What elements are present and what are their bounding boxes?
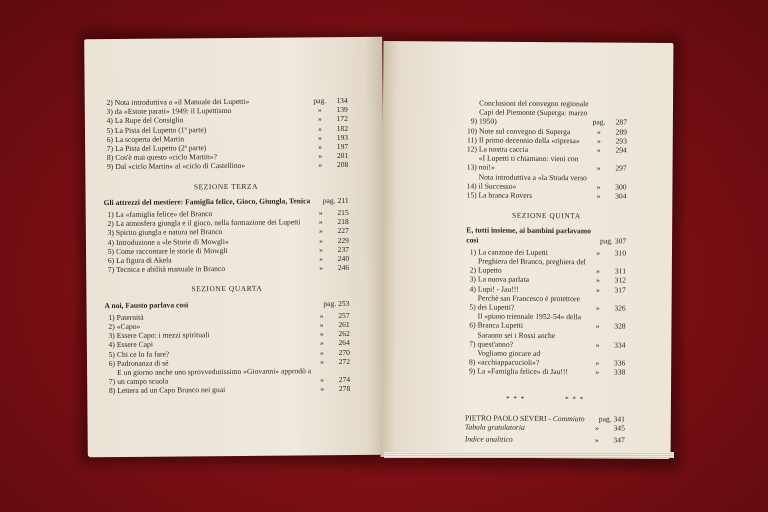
ditto-mark: » <box>318 151 323 161</box>
entry-number: 6) <box>106 134 114 144</box>
heading-text: Gli attrezzi del mestiere: Famiglia felice, Gioco, Giungla, Tenica <box>103 196 311 207</box>
entry-title: La canzone dei Lupetti <box>478 247 548 257</box>
ditto-mark: » <box>320 384 325 394</box>
section-heading-quarta <box>104 299 349 310</box>
entry-title: Come raccontare le storie di Mowgli <box>116 245 228 256</box>
page-number: 215 <box>337 207 349 218</box>
page-number: 293 <box>615 136 627 146</box>
ditto-mark: » <box>595 303 600 313</box>
section-heading-quinta <box>466 226 626 246</box>
entry-title: Essere Capo: i mezzi spirituali <box>116 330 210 341</box>
toc-entry <box>465 367 625 377</box>
page-number: 201 <box>336 151 349 161</box>
toc-entry <box>465 330 625 350</box>
author-name: PIETRO PAOLO SEVERI <box>464 413 547 423</box>
ditto-mark: » <box>319 235 323 245</box>
entry-number: 8) <box>108 386 116 396</box>
heading-page: pag. 253 <box>323 298 350 308</box>
toc-entry <box>466 312 626 332</box>
entry-title: Conclusioni del convegno regionale Capi del Piemonte (Superga: marzo 1950) <box>479 98 589 127</box>
stars-right: * * * <box>565 394 585 403</box>
entry-title: Essere Capi <box>116 340 153 350</box>
ditto-mark: » <box>320 357 324 367</box>
entry-number: 13) <box>466 162 477 172</box>
entry-title: La nostra caccia <box>478 144 529 154</box>
entry-title: La nuova parlata <box>477 274 530 285</box>
entry-number: 1) <box>107 210 114 220</box>
entry-number: 3) <box>107 228 114 238</box>
entry-title: da «Estote parati» 1949: il Lupettismo <box>114 106 232 117</box>
ditto-mark: » <box>318 132 322 143</box>
page-number: 264 <box>338 338 350 348</box>
page-number: 317 <box>614 285 626 295</box>
entry-number: 6) <box>108 358 116 368</box>
entry-number: 3) <box>469 274 476 284</box>
entry-title: Padronanza di sé <box>116 358 169 368</box>
section-title-quinta: SEZIONE QUINTA <box>511 210 581 221</box>
heading-page: pag. 307 <box>600 236 627 246</box>
indice-text: Indice analitico <box>464 434 513 445</box>
page-number: 193 <box>336 132 349 142</box>
page-number: 272 <box>338 356 351 366</box>
ditto-mark: » <box>595 367 600 377</box>
tabula-entry <box>465 423 625 433</box>
entry-title: Il «piano triennale 1952-54» della Branca Lupetti <box>477 311 582 331</box>
ditto-mark: » <box>595 285 600 295</box>
toc-entry <box>105 366 350 387</box>
entry-title: Spirito giungla e natura nel Branco <box>115 227 223 238</box>
entry-title: «I Lupetti ti chiamano: vieni con noi!» <box>478 153 579 173</box>
entry-number: 2) <box>107 219 114 229</box>
ditto-mark: » <box>596 163 601 173</box>
page-number: 297 <box>615 163 627 173</box>
ditto-mark: » <box>319 254 324 264</box>
entry-number: 9) <box>106 162 114 172</box>
entry-title: «Capo» <box>116 321 141 332</box>
page-number: 300 <box>615 182 627 192</box>
commiato-page: pag. 341 <box>598 414 626 424</box>
entry-title: La «famiglia felice» del Branco <box>115 209 213 219</box>
entry-title: Dal «ciclo Martin» al «ciclo di Castellino» <box>115 161 246 172</box>
right-entries-top <box>467 98 628 200</box>
page-number: 274 <box>338 375 351 385</box>
entry-number: 11) <box>467 135 477 145</box>
page-number: 289 <box>615 127 628 137</box>
ditto-mark: » <box>319 338 324 348</box>
page-number: 172 <box>336 114 348 124</box>
entry-title: Perchè san Francesco è protettore dei Lupetti? <box>477 293 580 312</box>
ditto-mark: » <box>318 142 323 152</box>
section-title-quarta: SEZIONE QUARTA <box>191 284 263 294</box>
ditto-mark: pag. <box>313 96 327 106</box>
page-number: 328 <box>614 321 626 332</box>
entry-title: Cos'è mai questo «ciclo Martin»? <box>115 152 218 163</box>
ditto-mark: » <box>319 329 324 339</box>
ditto-mark: » <box>595 358 600 368</box>
page-number: 257 <box>338 310 350 320</box>
page-number: 229 <box>337 235 349 245</box>
ditto-mark: » <box>319 347 324 357</box>
toc-entry <box>103 160 348 171</box>
entry-title: La Rupe del Consiglio <box>114 115 184 126</box>
entry-title: La figura di Akela <box>116 255 172 266</box>
entry-number: 6) <box>107 256 115 266</box>
ditto-mark: » <box>319 245 323 255</box>
ditto-mark: » <box>596 145 601 155</box>
entry-number: 10) <box>466 126 478 136</box>
entry-number: 15) <box>466 190 477 200</box>
entry-title: La scoperta del Martin <box>115 134 185 144</box>
entry-title: Note sul convegno di Superga <box>478 126 571 136</box>
entry-title: Preghiera del Branco, preghiera del Lupetto <box>477 256 586 275</box>
page-number: 294 <box>615 145 627 155</box>
entry-number: 6) <box>469 320 476 330</box>
entry-number: 5) <box>107 246 115 256</box>
page-number: 197 <box>336 141 349 152</box>
page-number: 345 <box>613 423 625 433</box>
ditto-mark: » <box>320 375 325 385</box>
ditto-mark: » <box>318 208 323 218</box>
ditto-mark: » <box>596 266 600 276</box>
left-entries-top <box>103 96 349 172</box>
entry-number: 8) <box>469 357 476 367</box>
entry-title: Nota introduttiva a «la Strada verso il Successo» <box>478 172 587 191</box>
page-number: 246 <box>337 263 350 273</box>
ditto-mark: » <box>596 136 601 146</box>
entry-number: 5) <box>469 302 476 312</box>
right-toc <box>465 98 627 445</box>
entry-title: La Pista del Lupetto (1ª parte) <box>114 124 207 135</box>
page-number: 261 <box>338 319 350 330</box>
ditto-mark: » <box>319 320 324 330</box>
section-quinta-entries <box>465 247 626 377</box>
ditto-mark: » <box>318 160 323 170</box>
page-number: 347 <box>613 435 625 445</box>
page-number: 334 <box>614 340 626 350</box>
entry-title: Nota introduttiva a «il Manuale dei Lupetti» <box>114 96 250 107</box>
commiato-title: Commiato <box>552 413 585 424</box>
ditto-mark: » <box>319 311 324 321</box>
heading-page: pag. 211 <box>322 195 349 205</box>
page-edges <box>384 452 674 458</box>
page-number: 270 <box>338 347 350 357</box>
entry-number: 7) <box>469 339 476 349</box>
ditto-mark: » <box>317 114 322 124</box>
entry-title: Saranno sei i Rossi anche quest'anno? <box>477 330 556 349</box>
entry-number: 2) <box>469 265 477 275</box>
page-number: 336 <box>613 358 626 368</box>
page-number: 262 <box>338 329 350 339</box>
toc-entry <box>466 293 626 313</box>
ditto-mark: » <box>597 126 601 136</box>
ditto-mark: » <box>596 275 600 285</box>
entry-title: Paternità <box>116 312 144 322</box>
entry-number: 8) <box>106 153 114 163</box>
ditto-mark: » <box>594 435 599 445</box>
entry-number: 2) <box>106 97 113 108</box>
entry-number: 7) <box>108 377 116 387</box>
stars-left: * * * <box>506 394 526 403</box>
entry-number: 14) <box>466 181 477 191</box>
page-number: 312 <box>614 275 626 286</box>
entry-title: La atmosfera giungla e il gioco, nella formazione dei Lupetti <box>115 217 301 229</box>
section-heading-terza <box>104 196 349 207</box>
ditto-mark: » <box>318 123 322 133</box>
entry-title: Il primo decennio della «ripresa» <box>478 135 580 146</box>
toc-entry <box>104 263 349 274</box>
entry-number: 5) <box>106 125 114 135</box>
ditto-mark: » <box>595 340 600 350</box>
page-number: 208 <box>336 160 349 170</box>
ditto-mark: » <box>596 248 601 258</box>
section-title-terza: SEZIONE TERZA <box>193 181 259 191</box>
section-quarta-entries <box>105 311 351 396</box>
commiato-entry: PIETRO PAOLO SEVERI - Commiato pag. 341 <box>464 413 626 424</box>
entry-number: 1) <box>108 312 115 322</box>
page-number: 326 <box>614 303 626 313</box>
indice-entry <box>465 435 625 445</box>
page-number: 218 <box>337 217 349 227</box>
page-number: 338 <box>613 367 626 378</box>
page-number: 182 <box>336 123 349 133</box>
heading-text: A noi, Fausto parlava così <box>104 299 189 310</box>
page-number: 134 <box>336 95 348 106</box>
entry-title: La Pista del Lupetto (2ª parte) <box>115 143 207 153</box>
entry-number: 5) <box>108 349 115 359</box>
page-number: 304 <box>615 191 627 201</box>
page-number: 237 <box>337 244 350 254</box>
page-number: 240 <box>337 253 350 264</box>
entry-number: 3) <box>108 331 115 341</box>
entry-number: 9) <box>470 116 478 126</box>
ditto-mark: » <box>317 105 322 115</box>
page-number: 310 <box>614 248 627 258</box>
entry-number: 9) <box>468 366 476 376</box>
entry-number: 1) <box>469 247 477 257</box>
page-number: 287 <box>615 117 628 127</box>
ditto-mark: » <box>595 321 600 331</box>
page-number: 311 <box>614 266 627 276</box>
entry-number: 7) <box>107 265 115 275</box>
entry-title: La «Famiglia felice» di Jau!!! <box>477 367 569 377</box>
entry-number: 7) <box>106 144 114 154</box>
entry-title: E un giorno anche uno sprovvedutissimo «Giovanni» approdò a un campo scuola <box>117 366 312 387</box>
toc-entry <box>467 154 627 174</box>
page-number: 227 <box>337 226 349 236</box>
entry-number: 4) <box>469 284 476 294</box>
entry-number: 2) <box>108 322 115 332</box>
left-toc <box>103 96 351 396</box>
heading-text: E, tutti insieme, ai bambini parlavamo così <box>466 225 591 245</box>
entry-title: Lupi! - Jau!!! <box>477 284 519 294</box>
entry-title: La branca Rovers <box>478 190 533 200</box>
entry-number: 3) <box>106 107 113 117</box>
toc-entry <box>467 190 627 200</box>
toc-entry <box>467 98 627 127</box>
ditto-mark: » <box>596 191 601 201</box>
entry-number: 12) <box>466 144 478 154</box>
entry-number: 4) <box>108 340 115 350</box>
ditto-mark: » <box>318 226 323 236</box>
toc-entry <box>467 172 627 192</box>
entry-title: Lettera ad un Capo Branco nei guai <box>117 385 226 396</box>
ditto-mark: » <box>594 423 599 433</box>
page-number: 139 <box>336 105 348 115</box>
entry-title: Tecnica e abilità manuale in Branco <box>116 264 226 275</box>
ditto-mark: pag. <box>592 117 606 127</box>
entry-number: 4) <box>106 116 113 126</box>
ditto-mark: » <box>319 263 324 273</box>
entry-title: Chi ce lo fa fare? <box>116 349 170 359</box>
ditto-mark: » <box>596 182 601 192</box>
tabula-text: Tabula gratulatoria <box>464 422 525 432</box>
page-number: 278 <box>338 384 351 394</box>
ditto-mark: » <box>318 217 323 227</box>
section-terza-entries <box>104 208 350 275</box>
entry-title: Vogliamo giocare ad «acchiappacucioli»? <box>477 348 541 368</box>
entry-title: Introduzione a «le Storie di Mowgli» <box>115 236 229 247</box>
separator-stars <box>465 394 625 404</box>
entry-number: 4) <box>107 237 115 247</box>
toc-entry <box>465 349 625 369</box>
toc-entry <box>466 256 626 276</box>
